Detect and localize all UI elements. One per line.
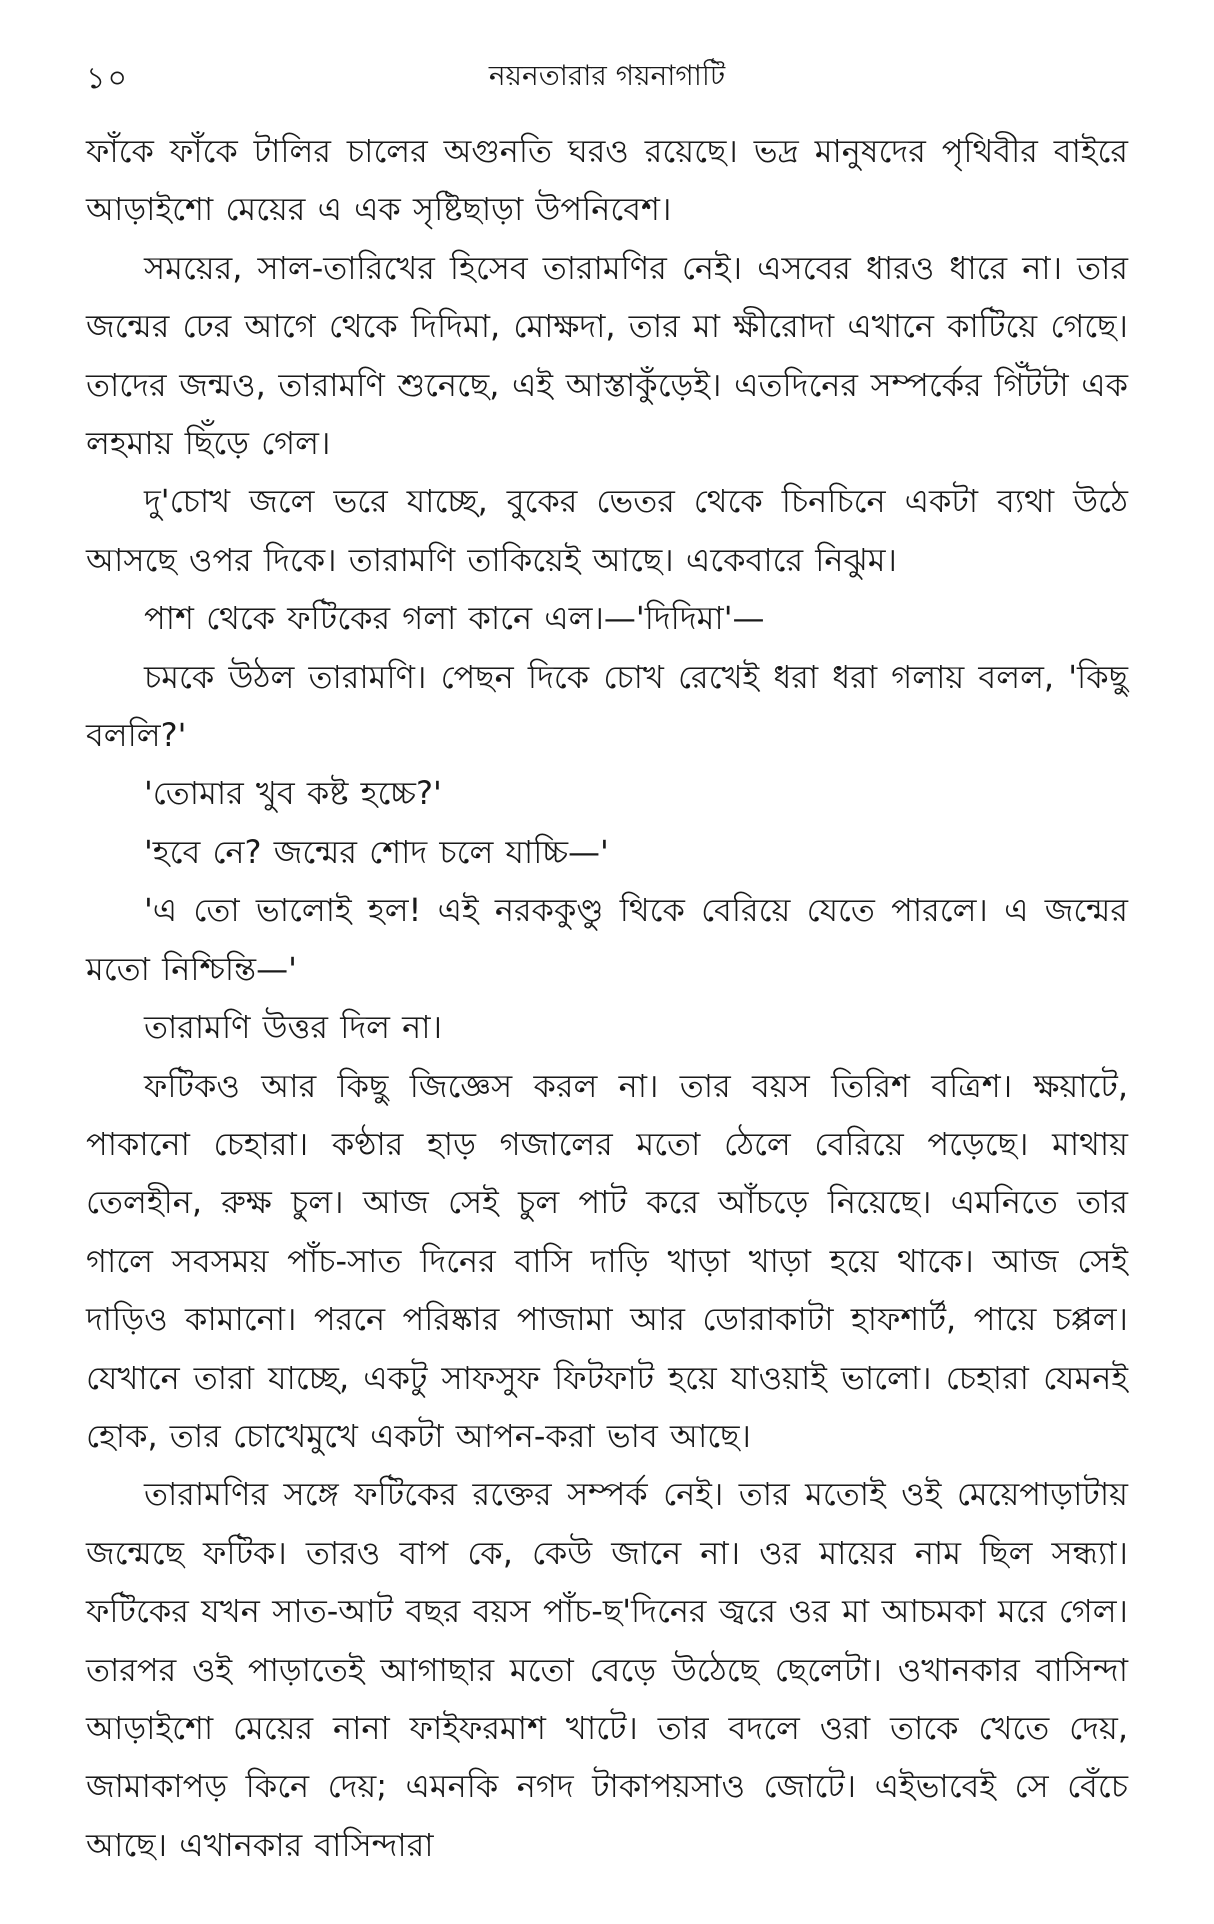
page-number: ১০ bbox=[86, 61, 129, 96]
running-title: নয়নতারার গয়নাগাটি bbox=[488, 59, 726, 92]
paragraph: ফাঁকে ফাঁকে টালির চালের অগুনতি ঘরও রয়েছে। ভদ্র মানুষদের পৃথিবীর বাইরে আড়াইশো মেয়ের এ এক সৃষ্টিছাড়া উপনিবেশ। bbox=[86, 132, 1128, 229]
body-text bbox=[86, 122, 1128, 1874]
paragraph: চমকে উঠল তারামণি। পেছন দিকে চোখ রেখেই ধরা ধরা গলায় বলল, 'কিছু বললি?' bbox=[86, 657, 1128, 755]
paragraph: সময়ের, সাল-তারিখের হিসেব তারামণির নেই। এসবের ধারও ধারে না। তার জন্মের ঢের আগে থেকে দিদিমা, মোক্ষদা, তার মা ক্ষীরোদা এখানে কাটিয়ে গেছে। তাদের জন্মও, তারামণি শুনেছে, এই আস্তাকুঁড়েই। এতদিনের সম্পর্কের গিঁটটা এক লহমায় ছিঁড়ে গেল। bbox=[86, 248, 1128, 463]
paragraph: তারামণি উত্তর দিল না। bbox=[144, 1008, 443, 1047]
paragraph: 'এ তো ভালোই হল! এই নরককুণ্ডু থিকে বেরিয়ে যেতে পারলে। এ জন্মের মতো নিশ্চিন্তি—' bbox=[86, 891, 1128, 988]
paragraph: তারামণির সঙ্গে ফটিকের রক্তের সম্পর্ক নেই। তার মতোই ওই মেয়েপাড়াটায় জন্মেছে ফটিক। তারও বাপ কে, কেউ জানে না। ওর মায়ের নাম ছিল সন্ধ্যা। ফটিকের যখন সাত-আট বছর বয়স পাঁচ-ছ'দিনের জ্বরে ওর মা আচমকা মরে গেল। তারপর ওই পাড়াতেই আগাছার মতো বেড়ে উঠেছে ছেলেটা। ওখানকার বাসিন্দা আড়াইশো মেয়ের নানা ফাইফরমাশ খাটে। তার বদলে ওরা তাকে খেতে দেয়, জামাকাপড় কিনে দেয়; এমনকি নগদ টাকাপয়সাও জোটে। এইভাবেই সে বেঁচে আছে। এখানকার বাসিন্দারা bbox=[86, 1475, 1128, 1864]
paragraph: ফটিকও আর কিছু জিজ্ঞেস করল না। তার বয়স তিরিশ বত্রিশ। ক্ষয়াটে, পাকানো চেহারা। কণ্ঠার হাড় গজালের মতো ঠেলে বেরিয়ে পড়েছে। মাথায় তেলহীন, রুক্ষ চুল। আজ সেই চুল পাট করে আঁচড়ে নিয়েছে। এমনিতে তার গালে সবসময় পাঁচ-সাত দিনের বাসি দাড়ি খাড়া খাড়া হয়ে থাকে। আজ সেই দাড়িও কামানো। পরনে পরিষ্কার পাজামা আর ডোরাকাটা হাফশার্ট, পায়ে চপ্পল। যেখানে তারা যাচ্ছে, একটু সাফসুফ ফিটফাট হয়ে যাওয়াই ভালো। চেহারা যেমনই হোক, তার চোখেমুখে একটা আপন-করা ভাব আছে। bbox=[86, 1066, 1128, 1455]
paragraph: 'তোমার খুব কষ্ট হচ্চে?' bbox=[144, 774, 442, 813]
paragraph: দু'চোখ জলে ভরে যাচ্ছে, বুকের ভেতর থেকে চিনচিনে একটা ব্যথা উঠে আসছে ওপর দিকে। তারামণি তাকিয়েই আছে। একেবারে নিঝুম। bbox=[86, 482, 1128, 579]
page-header bbox=[86, 50, 1128, 102]
paragraph: পাশ থেকে ফটিকের গলা কানে এল।—'দিদিমা'— bbox=[144, 599, 765, 638]
paragraph: 'হবে নে? জন্মের শোদ চলে যাচ্চি—' bbox=[144, 832, 609, 871]
